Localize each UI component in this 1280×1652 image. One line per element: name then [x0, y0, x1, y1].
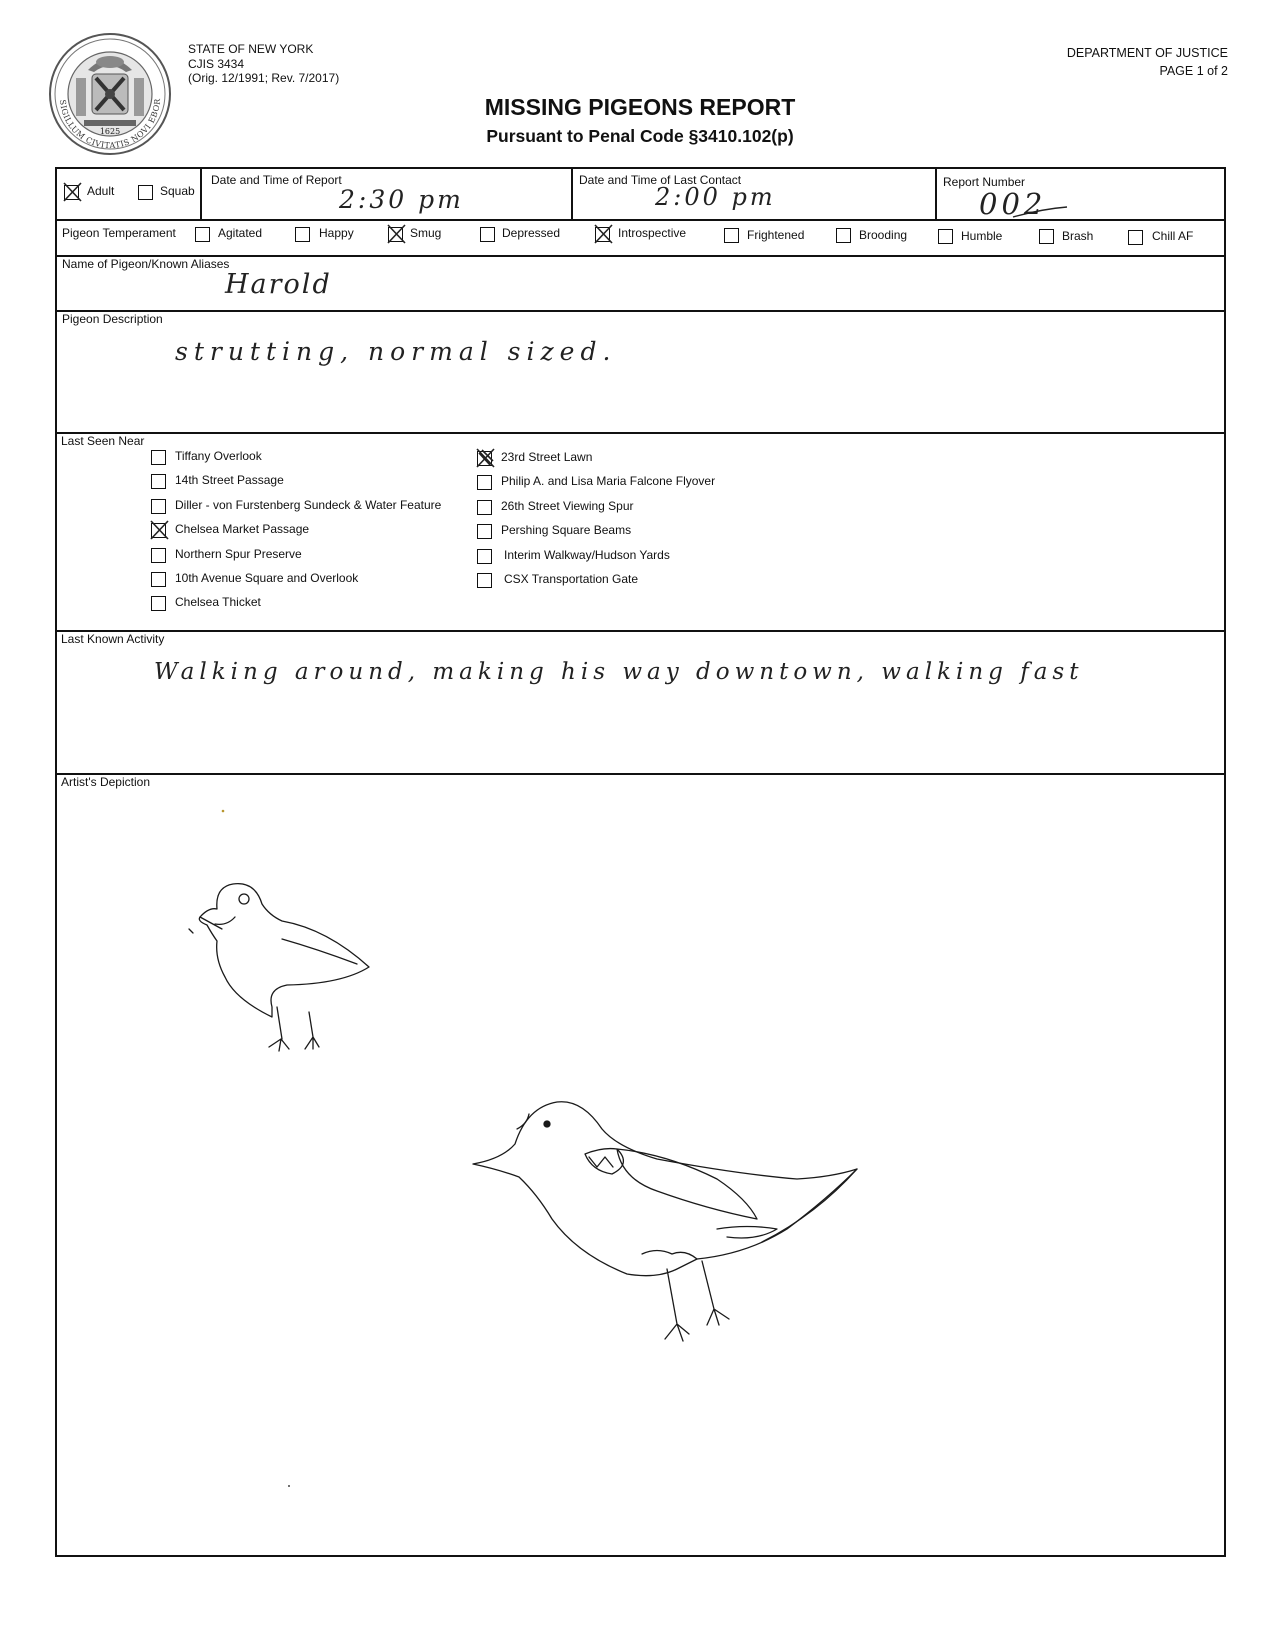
- activity-label: Last Known Activity: [61, 632, 165, 646]
- last-contact-label: Date and Time of Last Contact: [579, 173, 742, 187]
- report-number-value[interactable]: 002: [979, 187, 1047, 221]
- form-title: MISSING PIGEONS REPORT: [484, 94, 796, 120]
- location-label-interim-walkway: Interim Walkway/Hudson Yards: [504, 548, 670, 562]
- location-label-chelsea-thicket: Chelsea Thicket: [175, 595, 261, 609]
- description-value[interactable]: strutting, normal sized.: [175, 337, 617, 366]
- department-name: DEPARTMENT OF JUSTICE: [1066, 46, 1228, 60]
- temperament-label-brash: Brash: [1062, 229, 1094, 243]
- report-datetime-label: Date and Time of Report: [211, 173, 342, 187]
- pigeon-name-label: Name of Pigeon/Known Aliases: [62, 257, 230, 271]
- location-label-falcone-flyover: Philip A. and Lisa Maria Falcone Flyover: [501, 474, 716, 488]
- report-number-label: Report Number: [943, 175, 1026, 189]
- temperament-label-introspective: Introspective: [618, 226, 687, 240]
- seal-motto: SIGILLUM CIVITATIS NOVI EBOR: [57, 97, 163, 151]
- temperament-label-frightened: Frightened: [747, 228, 805, 242]
- state-name: STATE OF NEW YORK: [188, 42, 314, 56]
- paper-speck: [288, 1485, 290, 1487]
- temperament-label-brooding: Brooding: [859, 228, 908, 242]
- last-seen-label: Last Seen Near: [61, 434, 145, 448]
- pigeon-name-value[interactable]: Harold: [225, 269, 332, 300]
- form-revision: (Orig. 12/1991; Rev. 7/2017): [188, 71, 340, 85]
- location-label-26th-street-viewing-spur: 26th Street Viewing Spur: [501, 499, 634, 513]
- temperament-label-humble: Humble: [961, 229, 1003, 243]
- location-label-diller-sundeck: Diller - von Furstenberg Sundeck & Water Feature: [175, 498, 442, 512]
- location-label-northern-spur-preserve: Northern Spur Preserve: [175, 547, 302, 561]
- temperament-label-smug: Smug: [410, 226, 442, 240]
- artist-depiction-label: Artist's Depiction: [61, 775, 150, 789]
- last-contact-value[interactable]: 2:00 pm: [655, 183, 776, 211]
- temperament-label-happy: Happy: [319, 226, 354, 240]
- header-left: [188, 42, 339, 86]
- temperament-label: Pigeon Temperament: [62, 226, 176, 240]
- temperament-label-agitated: Agitated: [218, 226, 263, 240]
- temperament-label-depressed: Depressed: [502, 226, 561, 240]
- report-datetime-value[interactable]: 2:30 pm: [339, 185, 464, 214]
- report-form: [55, 167, 1226, 1557]
- form-subtitle: Pursuant to Penal Code §3410.102(p): [486, 126, 794, 146]
- location-label-csx-transportation-gate: CSX Transportation Gate: [504, 572, 639, 586]
- pigeon-sketch-small: [189, 884, 369, 1051]
- location-label-23rd-street-lawn: 23rd Street Lawn: [501, 450, 593, 464]
- page-indicator: PAGE 1 of 2: [1159, 64, 1228, 78]
- squab-label: Squab: [160, 184, 195, 198]
- location-label-14th-street-passage: 14th Street Passage: [175, 473, 284, 487]
- paper-speck: [222, 810, 225, 813]
- form-code: CJIS 3434: [188, 56, 245, 71]
- temperament-label-chill-af: Chill AF: [1152, 229, 1194, 243]
- location-label-10th-avenue-square: 10th Avenue Square and Overlook: [175, 571, 359, 585]
- pigeon-sketch-large: [473, 1102, 857, 1341]
- adult-label: Adult: [87, 184, 115, 198]
- header-right: [1067, 44, 1228, 80]
- location-label-chelsea-market-passage: Chelsea Market Passage: [175, 522, 310, 536]
- location-label-tiffany-overlook: Tiffany Overlook: [175, 449, 262, 463]
- seal-year: 1625: [99, 127, 121, 136]
- location-label-pershing-square-beams: Pershing Square Beams: [501, 523, 632, 537]
- description-label: Pigeon Description: [62, 312, 163, 326]
- pigeon-sketch-area: [57, 169, 1228, 1559]
- activity-value[interactable]: Walking around, making his way downtown, walking fast: [154, 659, 1084, 685]
